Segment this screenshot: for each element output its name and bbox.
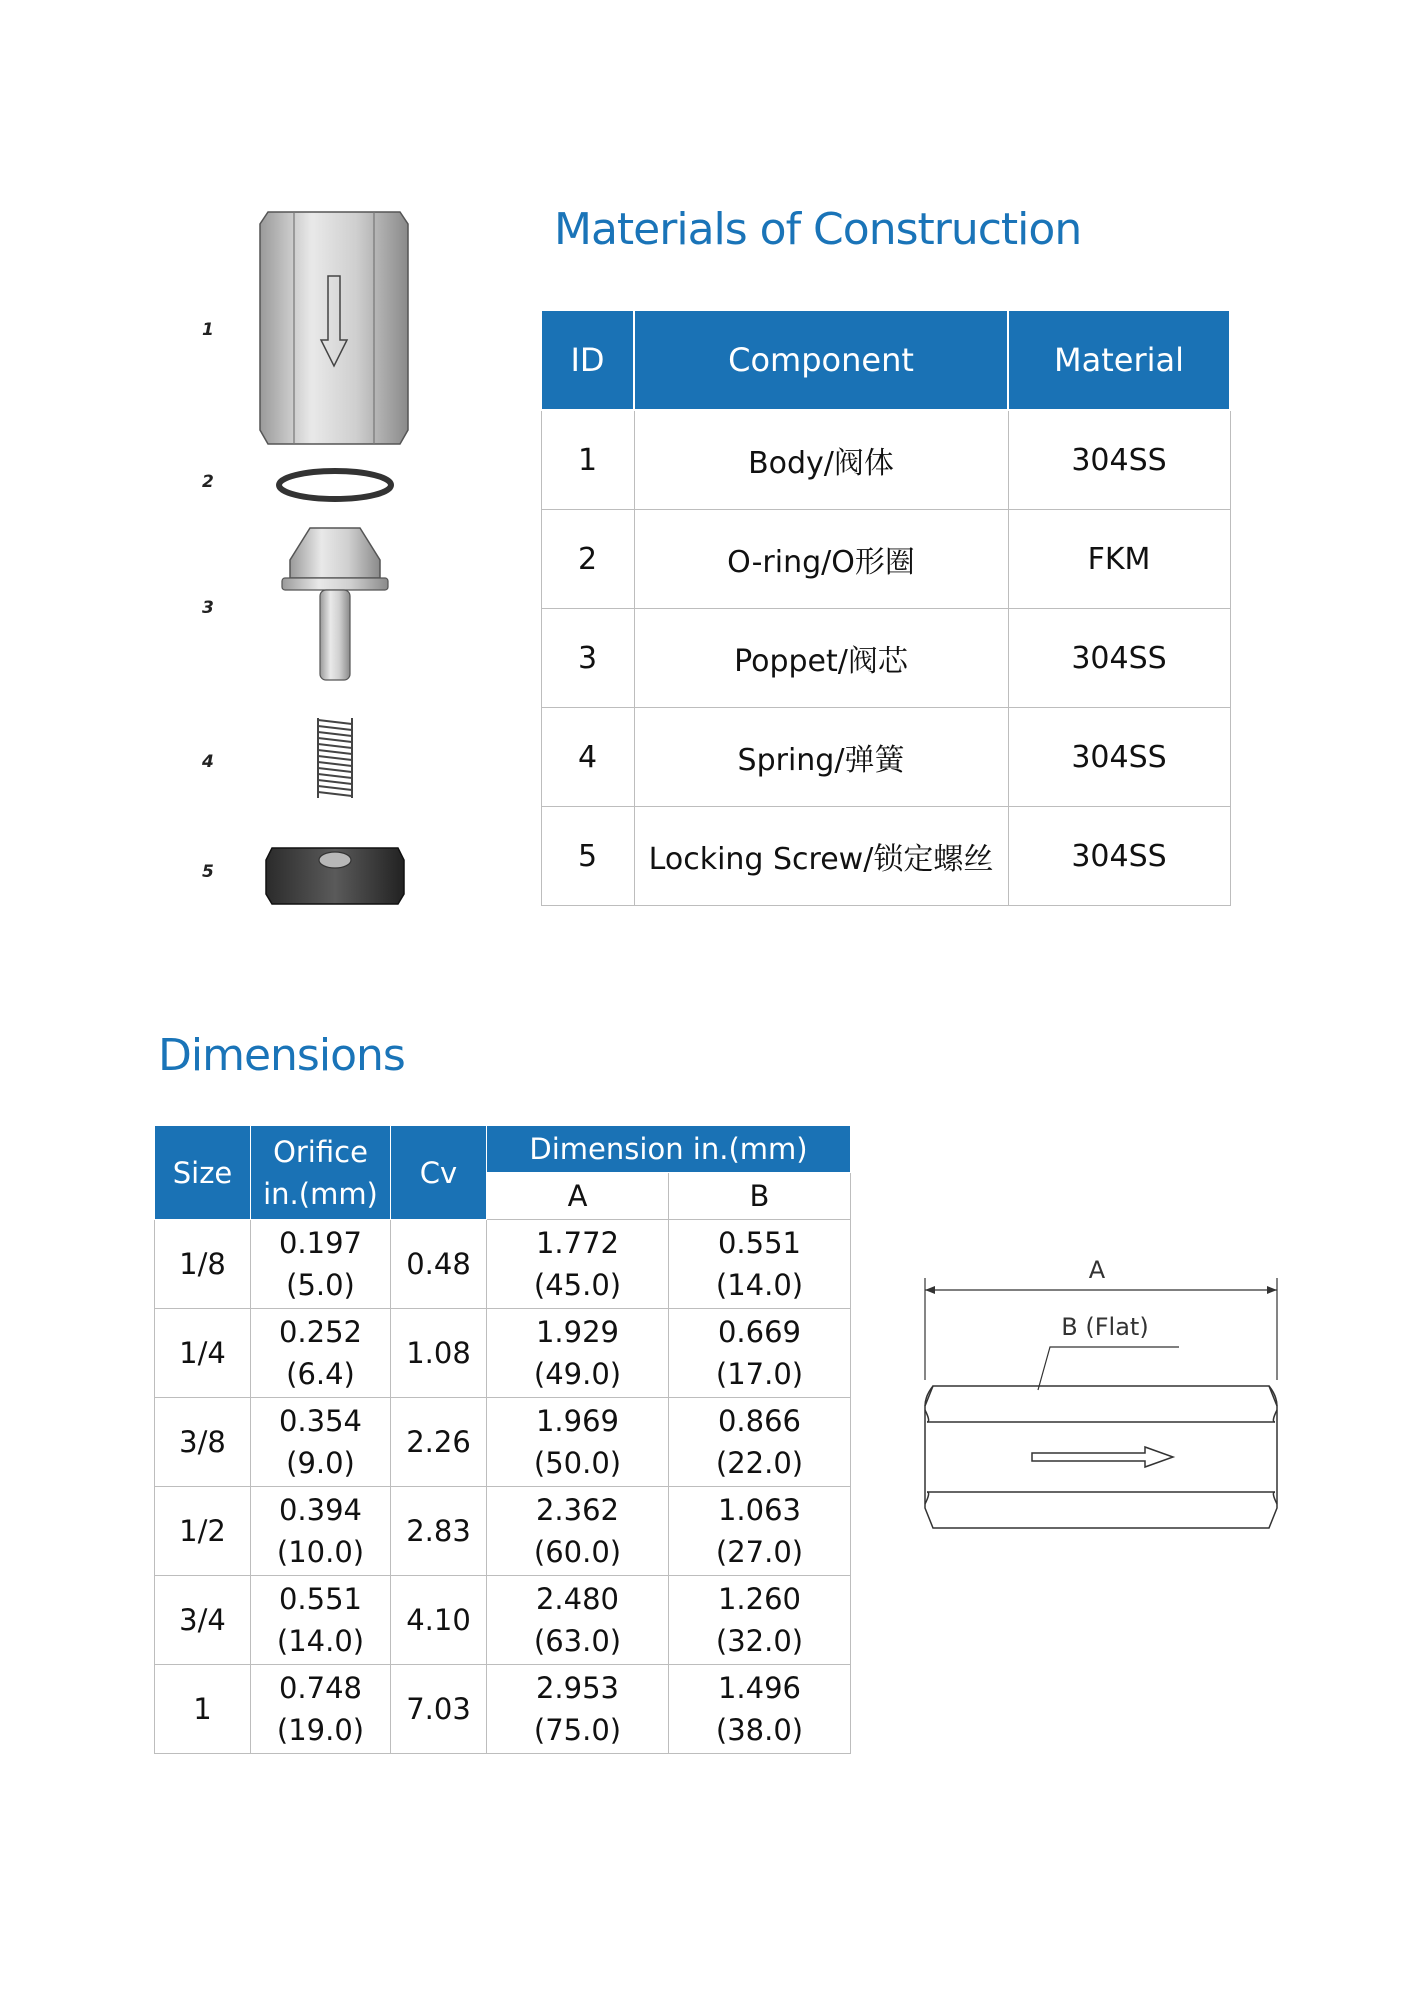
a-in: 1.772: [535, 1226, 620, 1260]
b-mm: (38.0): [715, 1713, 804, 1747]
orifice-mm: (6.4): [286, 1357, 355, 1391]
b-mm: (27.0): [715, 1535, 804, 1569]
materials-title: Materials of Construction: [554, 204, 1082, 255]
table-row: [541, 807, 1230, 906]
b-in: 1.063: [717, 1493, 802, 1527]
table-row: [155, 1665, 851, 1754]
b-mm: (22.0): [715, 1446, 804, 1480]
row-component: O-ring/O形圈: [634, 510, 1008, 609]
orifice-mm: (10.0): [276, 1535, 365, 1569]
orifice-in: 0.252: [278, 1315, 363, 1349]
row-id: 1: [541, 410, 634, 510]
header-orifice-line2: in.(mm): [263, 1176, 378, 1211]
cell-size: 1/2: [155, 1487, 251, 1576]
a-in: 2.953: [535, 1671, 620, 1705]
a-mm: (63.0): [533, 1624, 622, 1658]
cell-b: [669, 1576, 851, 1665]
header-id: ID: [541, 310, 634, 410]
diagram-label-b: B (Flat): [1061, 1313, 1149, 1341]
orifice-in: 0.394: [278, 1493, 363, 1527]
row-material: 304SS: [1008, 807, 1230, 906]
table-row: [541, 708, 1230, 807]
body-part-illustration: [260, 212, 408, 444]
row-component: Spring/弹簧: [634, 708, 1008, 807]
orifice-mm: (19.0): [276, 1713, 365, 1747]
a-mm: (60.0): [533, 1535, 622, 1569]
orifice-mm: (14.0): [276, 1624, 365, 1658]
table-row: [155, 1576, 851, 1665]
b-mm: (17.0): [715, 1357, 804, 1391]
cell-orifice: [251, 1487, 391, 1576]
poppet-illustration: [282, 528, 388, 680]
header-b: B: [669, 1173, 851, 1220]
header-orifice-line1: Orifice: [273, 1134, 368, 1169]
cell-a: [487, 1487, 669, 1576]
valve-body-side-view: [925, 1386, 1277, 1528]
row-id: 4: [541, 708, 634, 807]
cell-b: [669, 1309, 851, 1398]
a-mm: (45.0): [533, 1268, 622, 1302]
part-id-3: 3: [202, 598, 214, 618]
cell-b: [669, 1220, 851, 1309]
table-row: [541, 410, 1230, 510]
b-in: 1.260: [717, 1582, 802, 1616]
cell-cv: 1.08: [391, 1309, 487, 1398]
cell-a: [487, 1398, 669, 1487]
table-row: [155, 1487, 851, 1576]
table-row: [541, 609, 1230, 708]
leader-line-b: [1038, 1347, 1179, 1390]
b-in: 0.551: [717, 1226, 802, 1260]
dimensions-table: [154, 1125, 851, 1754]
cell-orifice: [251, 1576, 391, 1665]
cell-a: [487, 1665, 669, 1754]
header-material: Material: [1008, 310, 1230, 410]
cell-cv: 4.10: [391, 1576, 487, 1665]
row-id: 3: [541, 609, 634, 708]
part-id-5: 5: [202, 862, 214, 882]
cell-b: [669, 1665, 851, 1754]
part-id-2: 2: [202, 472, 214, 492]
table-row: [155, 1220, 851, 1309]
locking-screw-illustration: [266, 848, 404, 904]
orifice-in: 0.197: [278, 1226, 363, 1260]
orifice-in: 0.748: [278, 1671, 363, 1705]
a-in: 1.969: [535, 1404, 620, 1438]
b-in: 1.496: [717, 1671, 802, 1705]
header-dimension: Dimension in.(mm): [487, 1126, 851, 1173]
a-mm: (75.0): [533, 1713, 622, 1747]
parts-illustration: [190, 200, 430, 910]
spring-illustration: [318, 718, 352, 798]
cell-size: 3/8: [155, 1398, 251, 1487]
flow-arrow-icon: [1032, 1447, 1173, 1467]
o-ring-illustration: [279, 471, 391, 499]
row-material: FKM: [1008, 510, 1230, 609]
materials-table: [540, 309, 1231, 906]
a-mm: (50.0): [533, 1446, 622, 1480]
b-mm: (14.0): [715, 1268, 804, 1302]
cell-size: 1/8: [155, 1220, 251, 1309]
a-in: 1.929: [535, 1315, 620, 1349]
table-row: [155, 1398, 851, 1487]
table-row: [541, 510, 1230, 609]
b-in: 0.866: [717, 1404, 802, 1438]
orifice-mm: (5.0): [286, 1268, 355, 1302]
cell-a: [487, 1220, 669, 1309]
materials-header-row: [541, 310, 1230, 410]
cell-cv: 7.03: [391, 1665, 487, 1754]
header-cv: Cv: [391, 1126, 487, 1220]
row-material: 304SS: [1008, 708, 1230, 807]
exploded-parts-view: [190, 200, 430, 910]
row-material: 304SS: [1008, 609, 1230, 708]
a-in: 2.362: [535, 1493, 620, 1527]
row-component: Poppet/阀芯: [634, 609, 1008, 708]
header-component: Component: [634, 310, 1008, 410]
orifice-in: 0.551: [278, 1582, 363, 1616]
cell-orifice: [251, 1220, 391, 1309]
row-component: Locking Screw/锁定螺丝: [634, 807, 1008, 906]
orifice-mm: (9.0): [286, 1446, 355, 1480]
header-orifice: [251, 1126, 391, 1220]
cell-size: 3/4: [155, 1576, 251, 1665]
header-size: Size: [155, 1126, 251, 1220]
dimension-diagram: [905, 1250, 1285, 1570]
cell-orifice: [251, 1665, 391, 1754]
cell-size: 1: [155, 1665, 251, 1754]
row-id: 5: [541, 807, 634, 906]
part-id-4: 4: [202, 752, 214, 772]
header-a: A: [487, 1173, 669, 1220]
cell-cv: 2.83: [391, 1487, 487, 1576]
cell-cv: 0.48: [391, 1220, 487, 1309]
cell-b: [669, 1487, 851, 1576]
cell-cv: 2.26: [391, 1398, 487, 1487]
row-component: Body/阀体: [634, 410, 1008, 510]
b-mm: (32.0): [715, 1624, 804, 1658]
cell-orifice: [251, 1398, 391, 1487]
cell-orifice: [251, 1309, 391, 1398]
row-id: 2: [541, 510, 634, 609]
a-in: 2.480: [535, 1582, 620, 1616]
part-id-1: 1: [202, 320, 214, 340]
cell-size: 1/4: [155, 1309, 251, 1398]
dimensions-header-row: [155, 1126, 851, 1173]
cell-a: [487, 1309, 669, 1398]
table-row: [155, 1309, 851, 1398]
b-in: 0.669: [717, 1315, 802, 1349]
orifice-in: 0.354: [278, 1404, 363, 1438]
diagram-label-a: A: [1088, 1256, 1106, 1284]
dimensions-title: Dimensions: [158, 1030, 405, 1081]
row-material: 304SS: [1008, 410, 1230, 510]
a-mm: (49.0): [533, 1357, 622, 1391]
cell-b: [669, 1398, 851, 1487]
cell-a: [487, 1576, 669, 1665]
